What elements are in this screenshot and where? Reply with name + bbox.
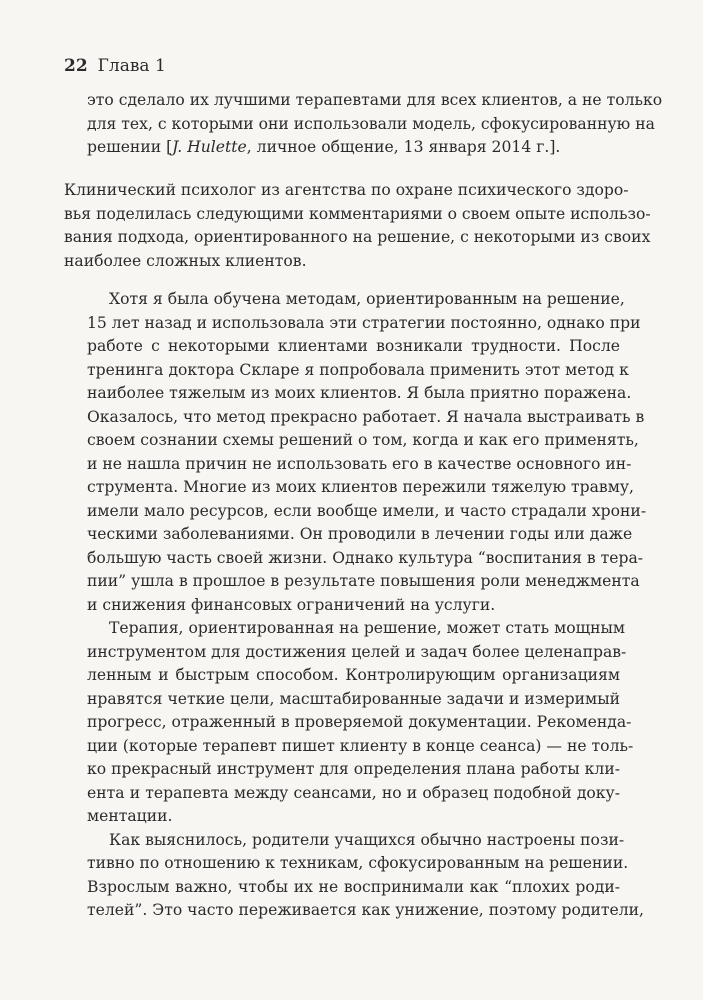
- text-line: и снижения финансовых ограничений на услуги.: [87, 595, 496, 614]
- running-header: [64, 55, 166, 77]
- text-line: нравятся четкие цели, масштабированные задачи и измеримый: [87, 689, 620, 708]
- text-line: инструментом для достижения целей и задач более целенаправ-: [87, 642, 627, 661]
- text-line: прогресс, отраженный в проверяемой документации. Рекоменда-: [87, 713, 632, 731]
- text-line: ко прекрасный инструмент для определения плана работы кли-: [87, 760, 620, 778]
- text-line: Как выяснилось, родители учащихся обычно настроены пози-: [109, 830, 625, 849]
- text-line: тренинга доктора Скларе я попробовала применить этот метод к: [87, 360, 629, 379]
- text-line: пии” ушла в прошлое в результате повышения роли менеджмента: [87, 572, 640, 590]
- text-line: тивно по отношению к техникам, сфокусированным на решении.: [87, 854, 629, 872]
- text-line: 15 лет назад и использовала эти стратегии постоянно, однако при: [87, 313, 641, 332]
- text-line: своем сознании схемы решений о том, когда и как его применять,: [87, 431, 639, 449]
- citation-suffix: , личное общение, 13 января 2014 г.].: [246, 138, 561, 156]
- text-line: имели мало ресурсов, если вообще имели, и часто страдали хрони-: [87, 501, 647, 520]
- text-line: Клинический психолог из агентства по охране психического здоро-: [64, 181, 629, 199]
- text-line: это сделало их лучшими терапевтами для всех клиентов, а не только: [87, 91, 663, 109]
- text-line: ментации.: [87, 807, 173, 825]
- intro-paragraph: [64, 179, 651, 273]
- page-number: 22: [64, 56, 88, 76]
- text-line: Хотя я была обучена методам, ориентированным на решение,: [109, 290, 625, 308]
- text-line: Терапия, ориентированная на решение, может стать мощным: [109, 619, 626, 637]
- text-line: вья поделилась следующими комментариями о своем опыте использо-: [64, 204, 651, 223]
- text-line: вания подхода, ориентированного на решение, с некоторыми из своих: [64, 228, 651, 246]
- text-line: большую часть своей жизни. Однако культура “воспитания в тера-: [87, 548, 644, 567]
- citation-author: J. Hulette: [172, 138, 247, 156]
- text-line: ческими заболеваниями. Он проводили в лечении годы или даже: [87, 525, 633, 543]
- text-line: работе с некоторыми клиентами возникали трудности. После: [87, 337, 620, 355]
- text-line: наиболее сложных клиентов.: [64, 251, 307, 270]
- text-line: Оказалось, что метод прекрасно работает. Я начала выстраивать в: [87, 407, 645, 426]
- quote-paragraph-top: [87, 89, 663, 160]
- text-line: наиболее тяжелым из моих клиентов. Я была приятно поражена.: [87, 384, 632, 402]
- chapter-title: Глава 1: [97, 56, 166, 76]
- text-line: для тех, с которыми они использовали модель, сфокусированную на: [87, 114, 655, 133]
- text-line: [87, 136, 620, 160]
- text-line: ленным и быстрым способом. Контролирующим организациям: [87, 666, 620, 684]
- citation-prefix: решении [: [87, 138, 173, 156]
- text-line: телей”. Это часто переживается как унижение, поэтому родители,: [87, 901, 644, 919]
- text-line: ента и терапевта между сеансами, но и образец подобной доку-: [87, 783, 620, 802]
- text-line: и не нашла причин не использовать его в качестве основного ин-: [87, 454, 632, 473]
- quote-block: [87, 288, 647, 923]
- text-line: Взрослым важно, чтобы их не воспринимали как “плохих роди-: [87, 877, 620, 896]
- text-line: струмента. Многие из моих клиентов пережили тяжелую травму,: [87, 478, 634, 496]
- text-line: ции (которые терапевт пишет клиенту в конце сеанса) — не толь-: [87, 736, 634, 755]
